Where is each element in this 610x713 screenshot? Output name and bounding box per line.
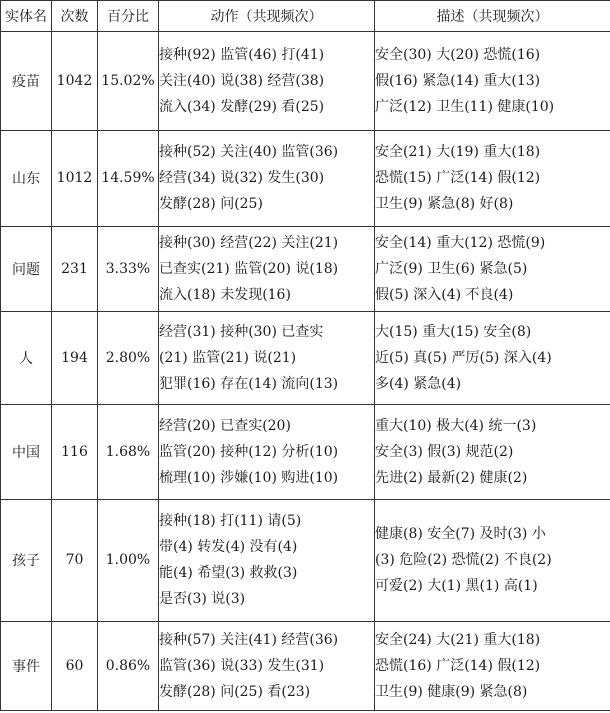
descriptions-line: 广泛(9) 卫生(6) 紧急(5) bbox=[375, 260, 528, 277]
descriptions-line: (3) 危险(2) 恐慌(2) 不良(2) bbox=[375, 552, 552, 569]
descriptions-cell bbox=[375, 621, 610, 710]
entity-percent: 14.59% bbox=[101, 170, 155, 187]
entity-count: 194 bbox=[61, 349, 88, 366]
actions-line: 接种(57) 关注(41) 经营(36) bbox=[159, 631, 339, 648]
entity-name-cell bbox=[1, 404, 52, 499]
table-row bbox=[1, 226, 610, 311]
descriptions-cell bbox=[375, 404, 610, 499]
actions-line: 接种(52) 关注(40) 监管(36) bbox=[159, 144, 339, 161]
entity-name: 人 bbox=[19, 350, 33, 367]
descriptions-line: 广泛(12) 卫生(11) 健康(10) bbox=[375, 99, 555, 116]
table-row bbox=[1, 404, 610, 499]
entity-percent: 1.68% bbox=[105, 444, 151, 461]
header-descriptions: 描述（共现频次） bbox=[375, 1, 610, 32]
entity-percent-cell bbox=[98, 500, 159, 622]
entity-percent-cell bbox=[98, 311, 159, 404]
descriptions-cell bbox=[375, 500, 610, 622]
actions-line: 犯罪(16) 存在(14) 流向(13) bbox=[159, 375, 339, 392]
descriptions-line: 卫生(9) 健康(9) 紧急(8) bbox=[375, 683, 528, 700]
descriptions-line: 安全(21) 大(19) 重大(18) bbox=[375, 144, 541, 161]
actions-line: 经营(20) 已查实(20) bbox=[159, 418, 291, 435]
descriptions-line: 多(4) 紧急(4) bbox=[375, 375, 462, 392]
actions-line: 经营(34) 说(32) 发生(30) bbox=[159, 170, 325, 187]
entity-name-cell bbox=[1, 131, 52, 226]
descriptions-line: 安全(3) 假(3) 规范(2) bbox=[375, 444, 514, 461]
descriptions-line: 恐慌(16) 广泛(14) 假(12) bbox=[375, 657, 541, 674]
entity-name: 疫苗 bbox=[12, 74, 40, 91]
entity-count: 60 bbox=[65, 657, 84, 674]
actions-line: 经营(31) 接种(30) 已查实 bbox=[159, 323, 324, 340]
actions-line: 是否(3) 说(3) bbox=[159, 591, 246, 608]
entity-percent: 1.00% bbox=[105, 552, 151, 569]
table-row bbox=[1, 131, 610, 226]
entity-name: 孩子 bbox=[12, 553, 40, 570]
entity-name-cell bbox=[1, 226, 52, 311]
entity-count: 1012 bbox=[56, 170, 93, 187]
entity-name-cell bbox=[1, 621, 52, 710]
descriptions-line: 安全(30) 大(20) 恐慌(16) bbox=[375, 47, 541, 64]
entity-name-cell bbox=[1, 32, 52, 131]
actions-line: 发酵(28) 问(25) 看(23) bbox=[159, 683, 311, 700]
actions-line: 带(4) 转发(4) 没有(4) bbox=[159, 539, 298, 556]
descriptions-line: 卫生(9) 紧急(8) 好(8) bbox=[375, 196, 514, 213]
descriptions-cell bbox=[375, 32, 610, 131]
actions-line: 关注(40) 说(38) 经营(38) bbox=[159, 73, 325, 90]
actions-cell bbox=[159, 131, 375, 226]
actions-cell bbox=[159, 621, 375, 710]
descriptions-line: 重大(10) 极大(4) 统一(3) bbox=[375, 418, 537, 435]
entity-count-cell bbox=[52, 32, 98, 131]
actions-line: 流入(34) 发酵(29) 看(25) bbox=[159, 99, 325, 116]
entity-count-cell bbox=[52, 131, 98, 226]
entity-count-cell bbox=[52, 621, 98, 710]
entity-percent: 3.33% bbox=[105, 260, 151, 277]
header-entity: 实体名 bbox=[1, 1, 52, 32]
descriptions-line: 安全(14) 重大(12) 恐慌(9) bbox=[375, 234, 546, 251]
descriptions-line: 假(16) 紧急(14) 重大(13) bbox=[375, 73, 541, 90]
table-row bbox=[1, 311, 610, 404]
descriptions-line: 安全(24) 大(21) 重大(18) bbox=[375, 631, 541, 648]
entity-percent-cell bbox=[98, 621, 159, 710]
entity-name-cell bbox=[1, 500, 52, 622]
entity-name: 问题 bbox=[12, 261, 40, 278]
descriptions-line: 近(5) 真(5) 严厉(5) 深入(4) bbox=[375, 349, 552, 366]
entity-name: 山东 bbox=[12, 171, 40, 188]
header-row bbox=[1, 1, 610, 32]
actions-line: (21) 监管(21) 说(21) bbox=[159, 349, 297, 366]
entity-count: 1042 bbox=[56, 73, 93, 90]
descriptions-cell bbox=[375, 131, 610, 226]
table-body bbox=[1, 32, 610, 711]
table-row bbox=[1, 32, 610, 131]
header-count: 次数 bbox=[52, 1, 98, 32]
entity-percent: 2.80% bbox=[105, 349, 151, 366]
entity-count-cell bbox=[52, 311, 98, 404]
entity-percent-cell bbox=[98, 226, 159, 311]
entity-name-cell bbox=[1, 311, 52, 404]
actions-cell bbox=[159, 32, 375, 131]
actions-line: 接种(18) 打(11) 请(5) bbox=[159, 513, 302, 530]
actions-line: 梳理(10) 涉嫌(10) 购进(10) bbox=[159, 470, 339, 487]
entity-count-cell bbox=[52, 404, 98, 499]
descriptions-line: 可爱(2) 大(1) 黑(1) 高(1) bbox=[375, 578, 538, 595]
descriptions-line: 恐慌(15) 广泛(14) 假(12) bbox=[375, 170, 541, 187]
entity-percent-cell bbox=[98, 32, 159, 131]
header-percent: 百分比 bbox=[98, 1, 159, 32]
actions-cell bbox=[159, 404, 375, 499]
actions-line: 接种(30) 经营(22) 关注(21) bbox=[159, 234, 339, 251]
actions-line: 监管(36) 说(33) 发生(31) bbox=[159, 657, 325, 674]
entity-percent: 0.86% bbox=[105, 657, 151, 674]
actions-line: 发酵(28) 问(25) bbox=[159, 196, 263, 213]
header-actions: 动作（共现频次） bbox=[159, 1, 375, 32]
entity-count: 231 bbox=[61, 260, 88, 277]
entity-percent-cell bbox=[98, 131, 159, 226]
actions-line: 监管(20) 接种(12) 分析(10) bbox=[159, 444, 339, 461]
table-row bbox=[1, 621, 610, 710]
descriptions-cell bbox=[375, 311, 610, 404]
actions-cell bbox=[159, 226, 375, 311]
descriptions-line: 先进(2) 最新(2) 健康(2) bbox=[375, 470, 528, 487]
table-row bbox=[1, 500, 610, 622]
actions-cell bbox=[159, 311, 375, 404]
entity-count-cell bbox=[52, 226, 98, 311]
entity-count-cell bbox=[52, 500, 98, 622]
descriptions-cell bbox=[375, 226, 610, 311]
entity-percent: 15.02% bbox=[101, 73, 155, 90]
entity-name: 事件 bbox=[12, 658, 40, 675]
actions-line: 已查实(21) 监管(20) 说(18) bbox=[159, 260, 339, 277]
actions-line: 能(4) 希望(3) 救救(3) bbox=[159, 565, 298, 582]
descriptions-line: 健康(8) 安全(7) 及时(3) 小 bbox=[375, 526, 546, 543]
entity-count: 116 bbox=[61, 444, 88, 461]
descriptions-line: 假(5) 深入(4) 不良(4) bbox=[375, 286, 514, 303]
entity-percent-cell bbox=[98, 404, 159, 499]
actions-line: 流入(18) 未发现(16) bbox=[159, 286, 291, 303]
entity-name: 中国 bbox=[12, 445, 40, 462]
actions-line: 接种(92) 监管(46) 打(41) bbox=[159, 47, 325, 64]
actions-cell bbox=[159, 500, 375, 622]
descriptions-line: 大(15) 重大(15) 安全(8) bbox=[375, 323, 532, 340]
entity-count: 70 bbox=[65, 552, 84, 569]
